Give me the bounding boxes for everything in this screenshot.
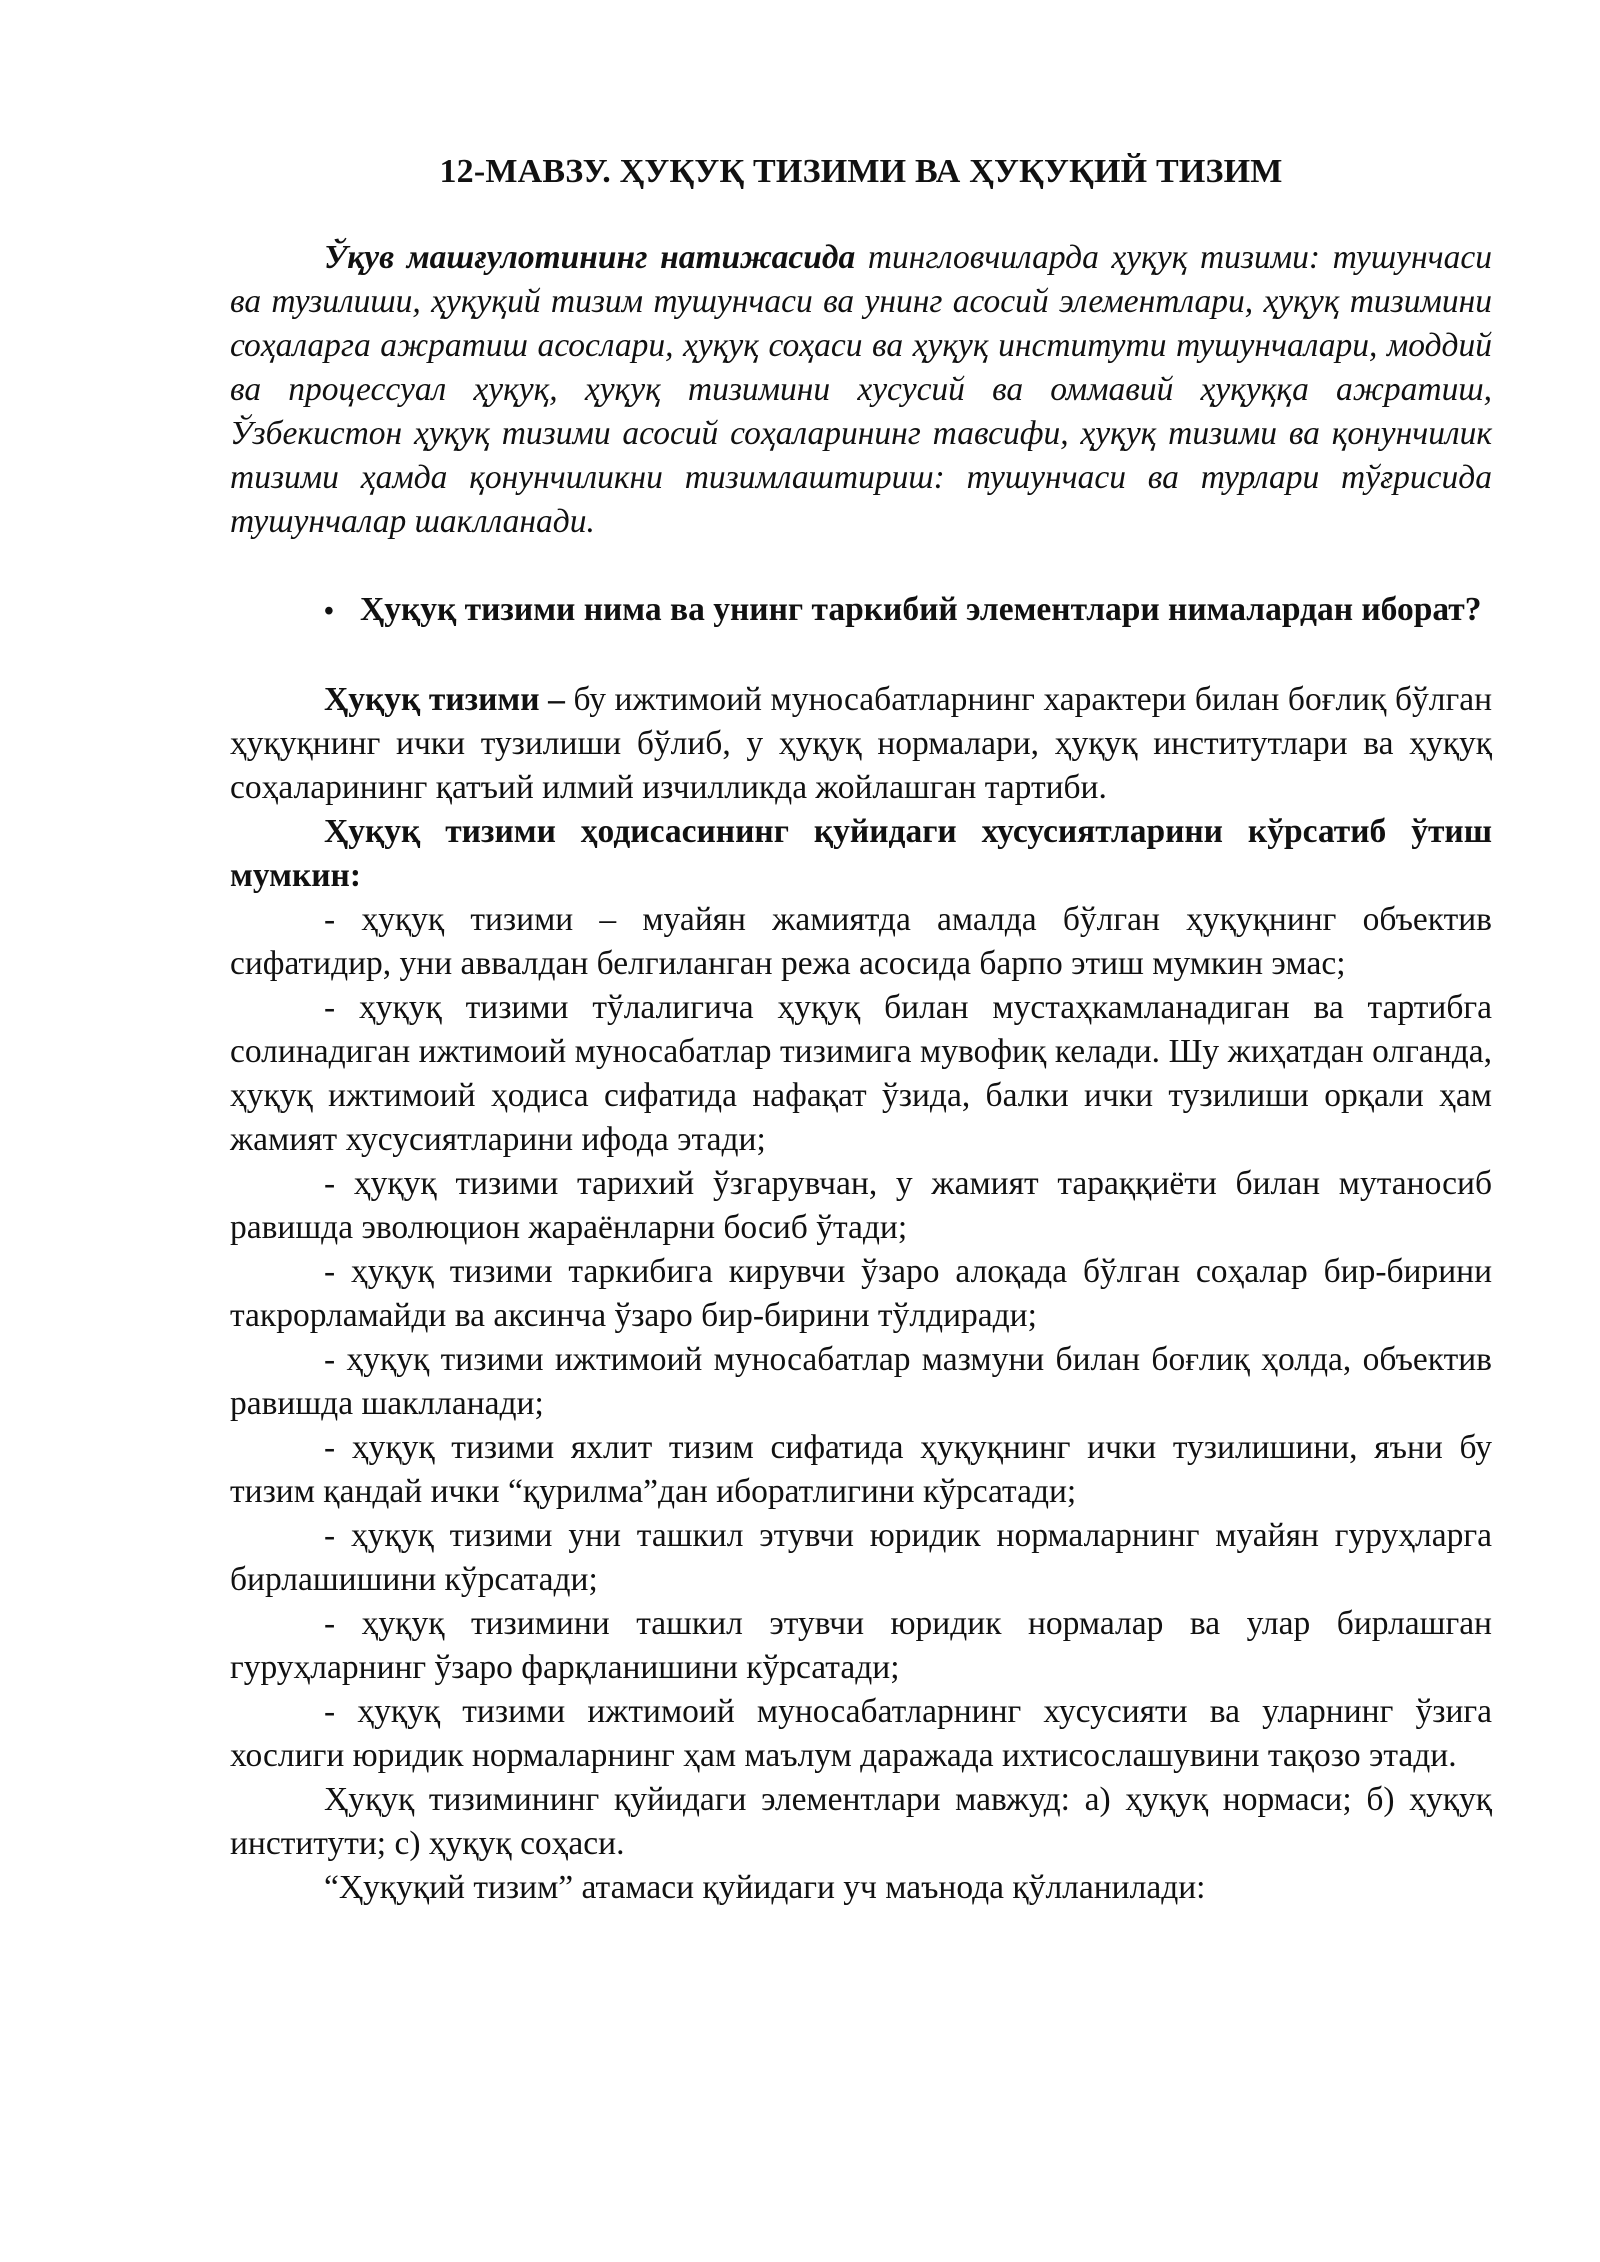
learning-outcomes-lead: Ўқув машғулотининг натижасида [324,239,856,276]
document-page [230,150,1492,1910]
section-question-text: Ҳуқуқ тизими нима ва унинг таркибий элементлари нималардан иборат? [360,591,1482,628]
definition-paragraph [230,678,1492,810]
section-question [230,588,1492,634]
list-item: - ҳуқуқ тизими тарихий ўзгарувчан, у жамият тараққиёти билан мутаносиб равишда эволюцион жараёнларни босиб ўтади; [230,1165,1492,1246]
learning-outcomes-text: тингловчиларда ҳуқуқ тизими: тушунчаси ва тузилиши, ҳуқуқий тизим тушунчаси ва унинг асосий элементлари, ҳуқуқ тизимини соҳаларга ажратиш асослари, ҳуқуқ соҳаси ва ҳуқуқ институти тушунчалари, моддий ва процессуал ҳуқуқ, ҳуқуқ тизимини хусусий ва оммавий ҳуқуққа ажратиш, Ўзбекистон ҳуқуқ тизими асосий соҳаларининг тавсифи, ҳуқуқ тизими ва қонунчилик тизими ҳамда қонунчиликни тизимлаштириш: тушунчаси ва турлари тўғрисида тушунчалар шаклланади. [230,239,1492,540]
legal-system-term-paragraph: “Ҳуқуқий тизим” атамаси қуйидаги уч маънода қўлланилади: [324,1869,1206,1906]
elements-paragraph: Ҳуқуқ тизимининг қуйидаги элементлари мавжуд: а) ҳуқуқ нормаси; б) ҳуқуқ институти; с) ҳуқуқ соҳаси. [230,1781,1492,1862]
list-item: - ҳуқуқ тизими – муайян жамиятда амалда бўлган ҳуқуқнинг объектив сифатидир, уни аввалдан белгиланган режа асосида барпо этиш мумкин эмас; [230,901,1492,982]
list-item: - ҳуқуқ тизими тўлалигича ҳуқуқ билан мустаҳкамланадиган ва тартибга солинадиган ижтимоий муносабатлар тизимига мувофиқ келади. Шу жиҳатдан олганда, ҳуқуқ ижтимоий ҳодиса сифатида нафақат ўзида, балки ички тузилиши орқали ҳам жамият хусусиятларини ифода этади; [230,989,1492,1158]
list-item: - ҳуқуқ тизими таркибига кирувчи ўзаро алоқада бўлган соҳалар бир-бирини такрорламайди ва аксинча ўзаро бир-бирини тўлдиради; [230,1253,1492,1334]
bullet-icon: • [324,596,334,627]
list-item: - ҳуқуқ тизими уни ташкил этувчи юридик нормаларнинг муайян гуруҳларга бирлашишини кўрсатади; [230,1517,1492,1598]
learning-outcomes-paragraph [230,236,1492,544]
definition-term: Ҳуқуқ тизими – [324,681,565,718]
definition-text: бу ижтимоий муносабатларнинг характери билан боғлиқ бўлган ҳуқуқнинг ички тузилиши бўлиб, у ҳуқуқ нормалари, ҳуқуқ институтлари ва ҳуқуқ соҳаларининг қатъий илмий изчилликда жойлашган тартиби. [230,681,1492,806]
features-heading: Ҳуқуқ тизими ҳодисасининг қуйидаги хусусиятларини кўрсатиб ўтиш мумкин: [230,813,1492,894]
list-item: - ҳуқуқ тизими ижтимоий муносабатлар мазмуни билан боғлиқ ҳолда, объектив равишда шаклланади; [230,1341,1492,1422]
list-item: - ҳуқуқ тизимини ташкил этувчи юридик нормалар ва улар бирлашган гуруҳларнинг ўзаро фарқланишини кўрсатади; [230,1605,1492,1686]
features-list [230,898,1492,1778]
document-title: 12-МАВЗУ. ҲУҚУҚ ТИЗИМИ ВА ҲУҚУҚИЙ ТИЗИМ [439,153,1283,190]
list-item: - ҳуқуқ тизими ижтимоий муносабатларнинг хусусияти ва уларнинг ўзига хослиги юридик нормаларнинг ҳам маълум даражада ихтисослашувини тақозо этади. [230,1693,1492,1774]
list-item: - ҳуқуқ тизими яхлит тизим сифатида ҳуқуқнинг ички тузилишини, яъни бу тизим қандай ички “қурилма”дан иборатлигини кўрсатади; [230,1429,1492,1510]
